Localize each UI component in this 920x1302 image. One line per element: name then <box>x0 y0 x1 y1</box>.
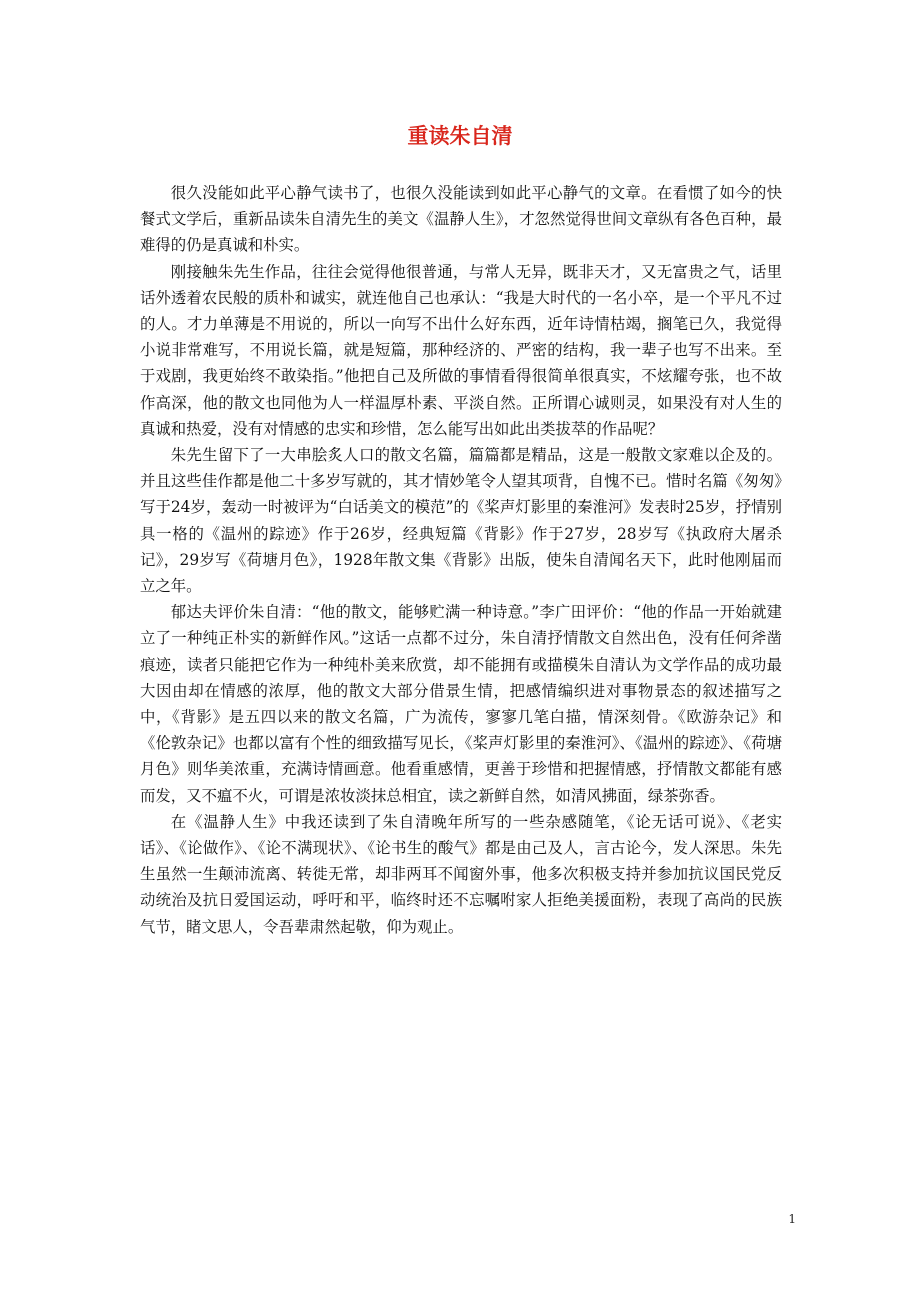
page-number: 1 <box>788 1212 796 1226</box>
paragraph: 朱先生留下了一大串脍炙人口的散文名篇，篇篇都是精品，这是一般散文家难以企及的。并且这些佳作都是他二十多岁写就的，其才情妙笔令人望其项背，自愧不已。惜时名篇《匆匆》写于24岁，轰动一时被评为“白话美文的模范”的《桨声灯影里的秦淮河》发表时25岁，抒情别具一格的《温州的踪迹》作于26岁，经典短篇《背影》作于27岁，28岁写《执政府大屠杀记》，29岁写《荷塘月色》，1928年散文集《背影》出版，使朱自清闻名天下，此时他刚届而立之年。 <box>140 446 782 596</box>
document-title: 重读朱自清 <box>407 124 513 148</box>
paragraph: 很久没能如此平心静气读书了，也很久没能读到如此平心静气的文章。在看惯了如今的快餐式文学后，重新品读朱自清先生的美文《温静人生》，才忽然觉得世间文章纵有各色百种，最难得的仍是真诚和朴实。 <box>140 184 782 255</box>
paragraph: 刚接触朱先生作品，往往会觉得他很普通，与常人无异，既非天才，又无富贵之气，话里话外透着农民般的质朴和诚实，就连他自己也承认：“我是大时代的一名小卒，是一个平凡不过的人。才力单薄是不用说的，所以一向写不出什么好东西，近年诗情枯竭，搁笔已久，我觉得小说非常难写，不用说长篇，就是短篇，那种经济的、严密的结构，我一辈子也写不出来。至于戏剧，我更始终不敢染指。”他把自己及所做的事情看得很简单很真实，不炫耀夸张，也不故作高深，他的散文也同他为人一样温厚朴素、平淡自然。正所谓心诚则灵，如果没有对人生的真诚和热爱，没有对情感的忠实和珍惜，怎么能写出如此出类拔萃的作品呢？ <box>140 262 782 438</box>
paragraph: 郁达夫评价朱自清：“他的散文，能够贮满一种诗意。”李广田评价：“他的作品一开始就建立了一种纯正朴实的新鲜作风。”这话一点都不过分，朱自清抒情散文自然出色，没有任何斧凿痕迹，读者只能把它作为一种纯朴美来欣赏，却不能拥有或描模朱自清认为文学作品的成功最大因由却在情感的浓厚，他的散文大部分借景生情，把感情编织进对事物景态的叙述描写之中，《背影》是五四以来的散文名篇，广为流传，寥寥几笔白描，情深刻骨。《欧游杂记》和《伦敦杂记》也都以富有个性的细致描写见长，《桨声灯影里的秦淮河》、《温州的踪迹》、《荷塘月色》则华美浓重，充满诗情画意。他看重感情，更善于珍惜和把握情感，抒情散文都能有感而发，又不瘟不火，可谓是浓妆淡抹总相宜，读之新鲜自然，如清风拂面，绿茶弥香。 <box>140 603 782 805</box>
paragraph: 在《温静人生》中我还读到了朱自清晚年所写的一些杂感随笔，《论无话可说》、《老实话》、《论做作》、《论不满现状》、《论书生的酸气》都是由己及人，言古论今，发人深思。朱先生虽然一生颠沛流离、转徙无常，却非两耳不闻窗外事，他多次积极支持并参加抗议国民党反动统治及抗日爱国运动，呼吁和平，临终时还不忘嘱咐家人拒绝美援面粉，表现了高尚的民族气节，睹文思人，令吾辈肃然起敬，仰为观止。 <box>140 812 782 936</box>
document-body <box>140 180 782 940</box>
